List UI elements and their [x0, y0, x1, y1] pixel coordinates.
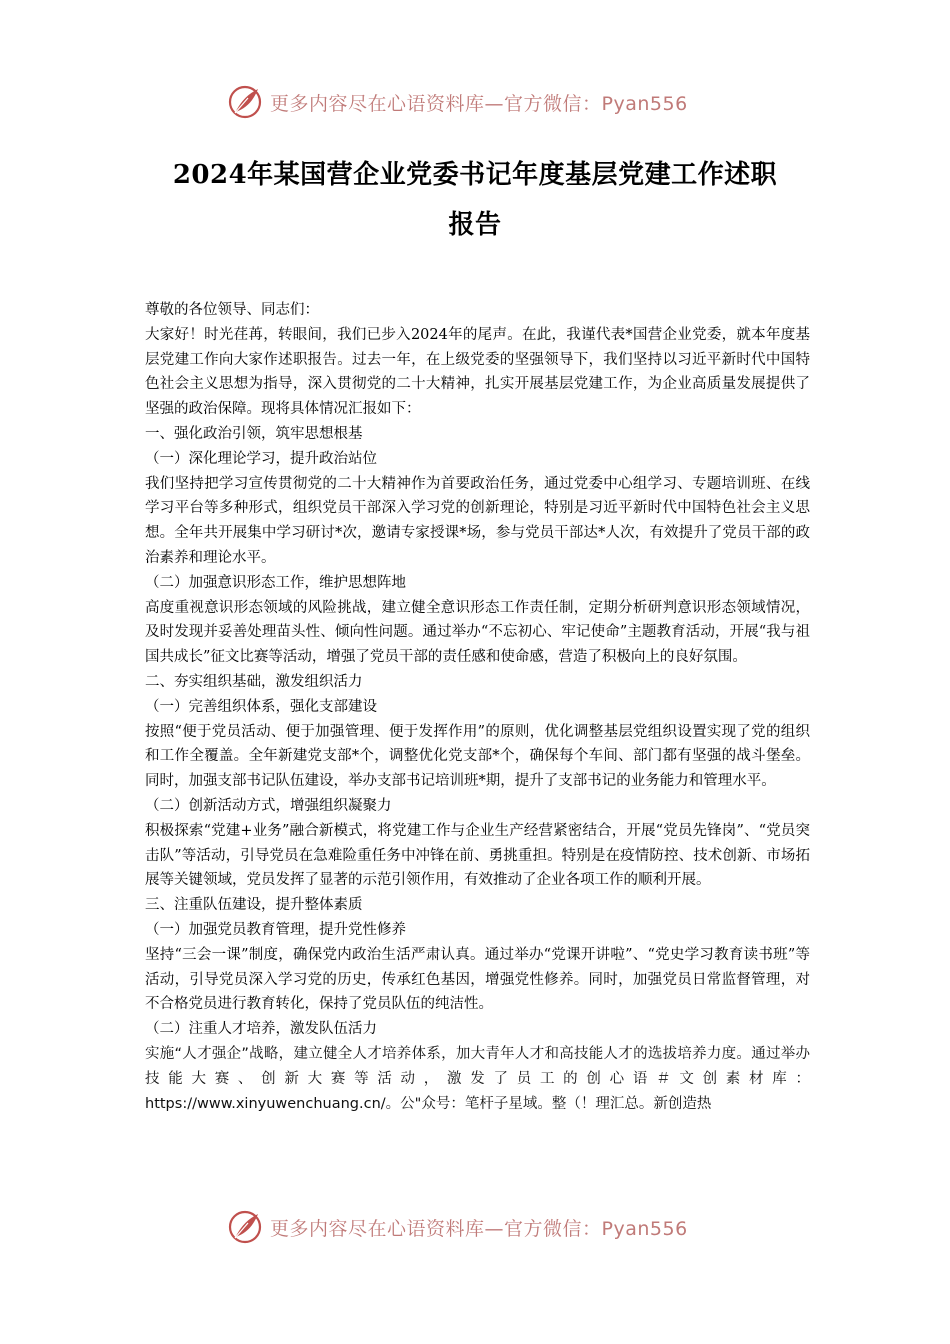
body-paragraph: 积极探索“党建+业务”融合新模式，将党建工作与企业生产经营紧密结合，开展“党员先锋岗”、“党员突击队”等活动，引导党员在急难险重任务中冲锋在前、勇挑重担。特别是在疫情防控、技术创新、市场拓展等关键领域，党员发挥了显著的示范引领作用，有效推动了企业各项工作的顺利开展。	[145, 822, 810, 889]
salutation: 尊敬的各位领导、同志们：	[145, 302, 319, 318]
section-heading: 二、夯实组织基础，激发组织活力	[145, 673, 363, 690]
body-paragraph-truncated: 实施“人才强企”战略，建立健全人才培养体系，加大青年人才和高技能人才的选拔培养力度。通过举办技能大赛、创新大赛等活动，激发了员工的创心语＃文创素材库：https://www.xinyuwenchuang.cn/。公"众号：笔杆子星域。整（！理汇总。新创造热	[145, 1045, 810, 1112]
title-line-1: 2024年某国营企业党委书记年度基层党建工作述职	[172, 160, 778, 190]
subsection-heading: （一）深化理论学习，提升政治站位	[145, 450, 377, 467]
intro-paragraph: 大家好！时光荏苒，转眼间，我们已步入2024年的尾声。在此，我谨代表*国营企业党委，就本年度基层党建工作向大家作述职报告。过去一年，在上级党委的坚强领导下，我们坚持以习近平新时代中国特色社会主义思想为指导，深入贯彻党的二十大精神，扎实开展基层党建工作，为企业高质量发展提供了坚强的政治保障。现将具体情况汇报如下：	[145, 326, 810, 418]
watermark-banner-bottom	[226, 1207, 746, 1247]
feather-pen-logo-icon	[226, 1208, 264, 1246]
subsection-heading: （二）创新活动方式，增强组织凝聚力	[145, 797, 392, 814]
subsection-heading: （二）加强意识形态工作，维护思想阵地	[145, 574, 406, 591]
title-line-2: 报告	[448, 210, 502, 240]
section-heading: 一、强化政治引领，筑牢思想根基	[145, 425, 363, 442]
body-paragraph: 按照“便于党员活动、便于加强管理、便于发挥作用”的原则，优化调整基层党组织设置实现了党的组织和工作全覆盖。全年新建党支部*个，调整优化党支部*个，确保每个车间、部门都有坚强的战斗堡垒。同时，加强支部书记队伍建设，举办支部书记培训班*期，提升了支部书记的业务能力和管理水平。	[145, 723, 810, 790]
body-paragraph: 高度重视意识形态领域的风险挑战，建立健全意识形态工作责任制，定期分析研判意识形态领域情况，及时发现并妥善处理苗头性、倾向性问题。通过举办“不忘初心、牢记使命”主题教育活动，开展“我与祖国共成长”征文比赛等活动，增强了党员干部的责任感和使命感，营造了积极向上的良好氛围。	[145, 599, 810, 666]
subsection-heading: （一）加强党员教育管理，提升党性修养	[145, 921, 406, 938]
subsection-heading: （一）完善组织体系，强化支部建设	[145, 698, 377, 715]
document-title	[100, 150, 850, 250]
watermark-text: 更多内容尽在心语资料库—官方微信：Pyan556	[270, 1217, 688, 1240]
watermark-text: 更多内容尽在心语资料库—官方微信：Pyan556	[270, 92, 688, 115]
body-paragraph: 我们坚持把学习宣传贯彻党的二十大精神作为首要政治任务，通过党委中心组学习、专题培训班、在线学习平台等多种形式，组织党员干部深入学习党的创新理论，特别是习近平新时代中国特色社会主义思想。全年共开展集中学习研讨*次，邀请专家授课*场，参与党员干部达*人次，有效提升了党员干部的政治素养和理论水平。	[145, 475, 810, 566]
watermark-banner-top	[226, 82, 746, 122]
document-body	[145, 298, 810, 1116]
subsection-heading: （二）注重人才培养，激发队伍活力	[145, 1021, 377, 1038]
section-heading: 三、注重队伍建设，提升整体素质	[145, 897, 363, 914]
feather-pen-logo-icon	[226, 83, 264, 121]
body-paragraph: 坚持“三会一课”制度，确保党内政治生活严肃认真。通过举办“党课开讲啦”、“党史学习教育读书班”等活动，引导党员深入学习党的历史，传承红色基因，增强党性修养。同时，加强党员日常监督管理，对不合格党员进行教育转化，保持了党员队伍的纯洁性。	[145, 946, 810, 1013]
